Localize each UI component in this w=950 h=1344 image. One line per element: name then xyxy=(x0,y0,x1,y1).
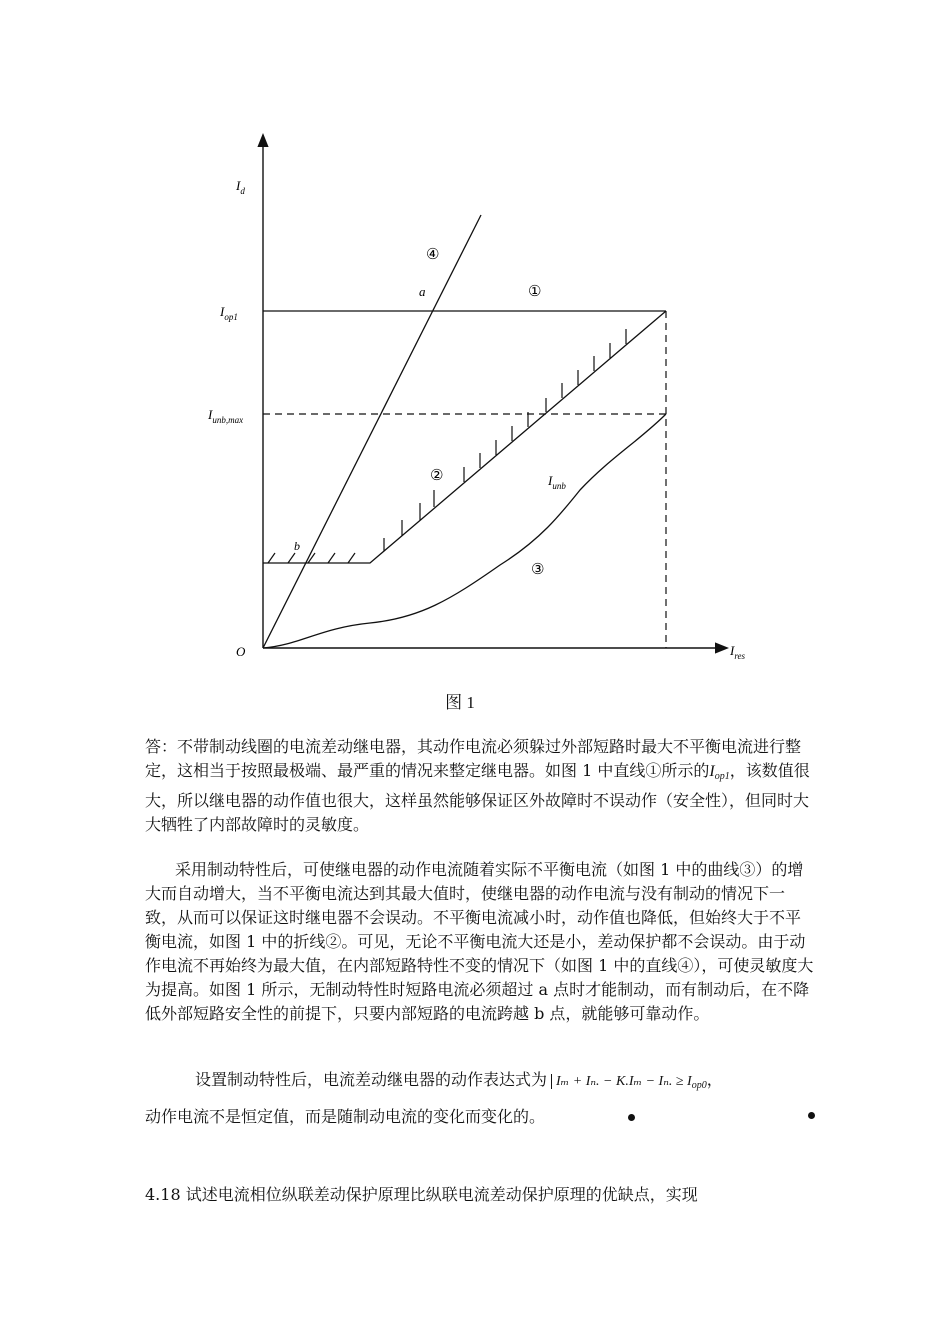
answer-paragraph-4: 动作电流不是恒定值，而是随制动电流的变化而变化的。 xyxy=(145,1107,546,1126)
answer-paragraph-2: 采用制动特性后，可使继电器的动作电流随着实际不平衡电流（如图 1 中的曲线③）的增大而自动增大，当不平衡电流达到其最大值时，使继电器的动作电流与没有制动的情况下一致，从而可以保证这时继电器不会误动。不平衡电流减小时，动作值也降低，但始终大于不平衡电流，如图 1 中的折线②。可见，无论不平衡电流大还是小，差动保护都不会误动。由于动作电流不再始终为最大值，在内部短路特性不变的情况下（如图 1 中的直线④），可使灵敏度大为提高。如图 1 所示，无制动特性时短路电流必须超过 a 点时才能制动，而有制动后，在不降低外部短路安全性的前提下，只要内部短路的电流跨越 b 点，就能够可靠动作。 xyxy=(145,860,814,1023)
answer-paragraph-3-text: 设置制动特性后，电流差动继电器的动作表达式为 xyxy=(195,1070,548,1089)
figure-caption: 图 1 xyxy=(445,693,475,712)
question-4-18: 4.18 试述电流相位纵联差动保护原理比纵联电流差动保护原理的优缺点，实现 xyxy=(145,1185,698,1204)
bullet-dot-right xyxy=(808,1112,815,1119)
line-3-label: ③ xyxy=(531,560,545,578)
point-b-label: b xyxy=(294,539,300,553)
line-4-label: ④ xyxy=(426,245,440,263)
bullet-dot-left xyxy=(628,1114,635,1121)
iop1-symbol: $I_{op1}$ xyxy=(709,763,730,782)
answer-paragraph-3 xyxy=(195,1068,815,1098)
iop1-label: $I_{op1}$ xyxy=(220,304,238,322)
line-2-hatching xyxy=(268,329,626,563)
line-4-internal-fault xyxy=(263,215,481,648)
answer-paragraph-1-part-b: ，该数值很大，所以继电器的动作值也很大，这样虽然能够保证区外故障时不误动作（安全性），但同时大大牺牲了内部故障时的灵敏度。 xyxy=(145,761,810,834)
line-2-label: ② xyxy=(430,466,444,484)
answer-paragraph-1-part-a: 答：不带制动线圈的电流差动继电器，其动作电流必须躲过外部短路时最大不平衡电流进行整定，这相当于按照最极端、最严重的情况来整定继电器。如图 1 中直线①所示的 xyxy=(145,737,802,780)
line-3-unbalance-curve xyxy=(263,414,666,648)
y-axis-label: $I_d$ xyxy=(236,178,245,196)
iunb-curve-label: $I_{unb}$ xyxy=(548,473,566,491)
formula-comma: ， xyxy=(706,1070,723,1089)
point-a-label: a xyxy=(419,284,426,299)
iunb-max-label: $I_{unb,max}$ xyxy=(208,407,244,425)
x-axis-label: $I_{res}$ xyxy=(730,643,746,661)
line-2-restraint-characteristic xyxy=(263,311,666,563)
line-1-label: ① xyxy=(528,282,542,300)
origin-label: O xyxy=(236,644,246,659)
action-formula: Iₘ + Iₙ. − K.Iₘ − Iₙ. ≥ $I_{op0}$ xyxy=(551,1074,707,1089)
answer-paragraph-1 xyxy=(145,735,815,837)
